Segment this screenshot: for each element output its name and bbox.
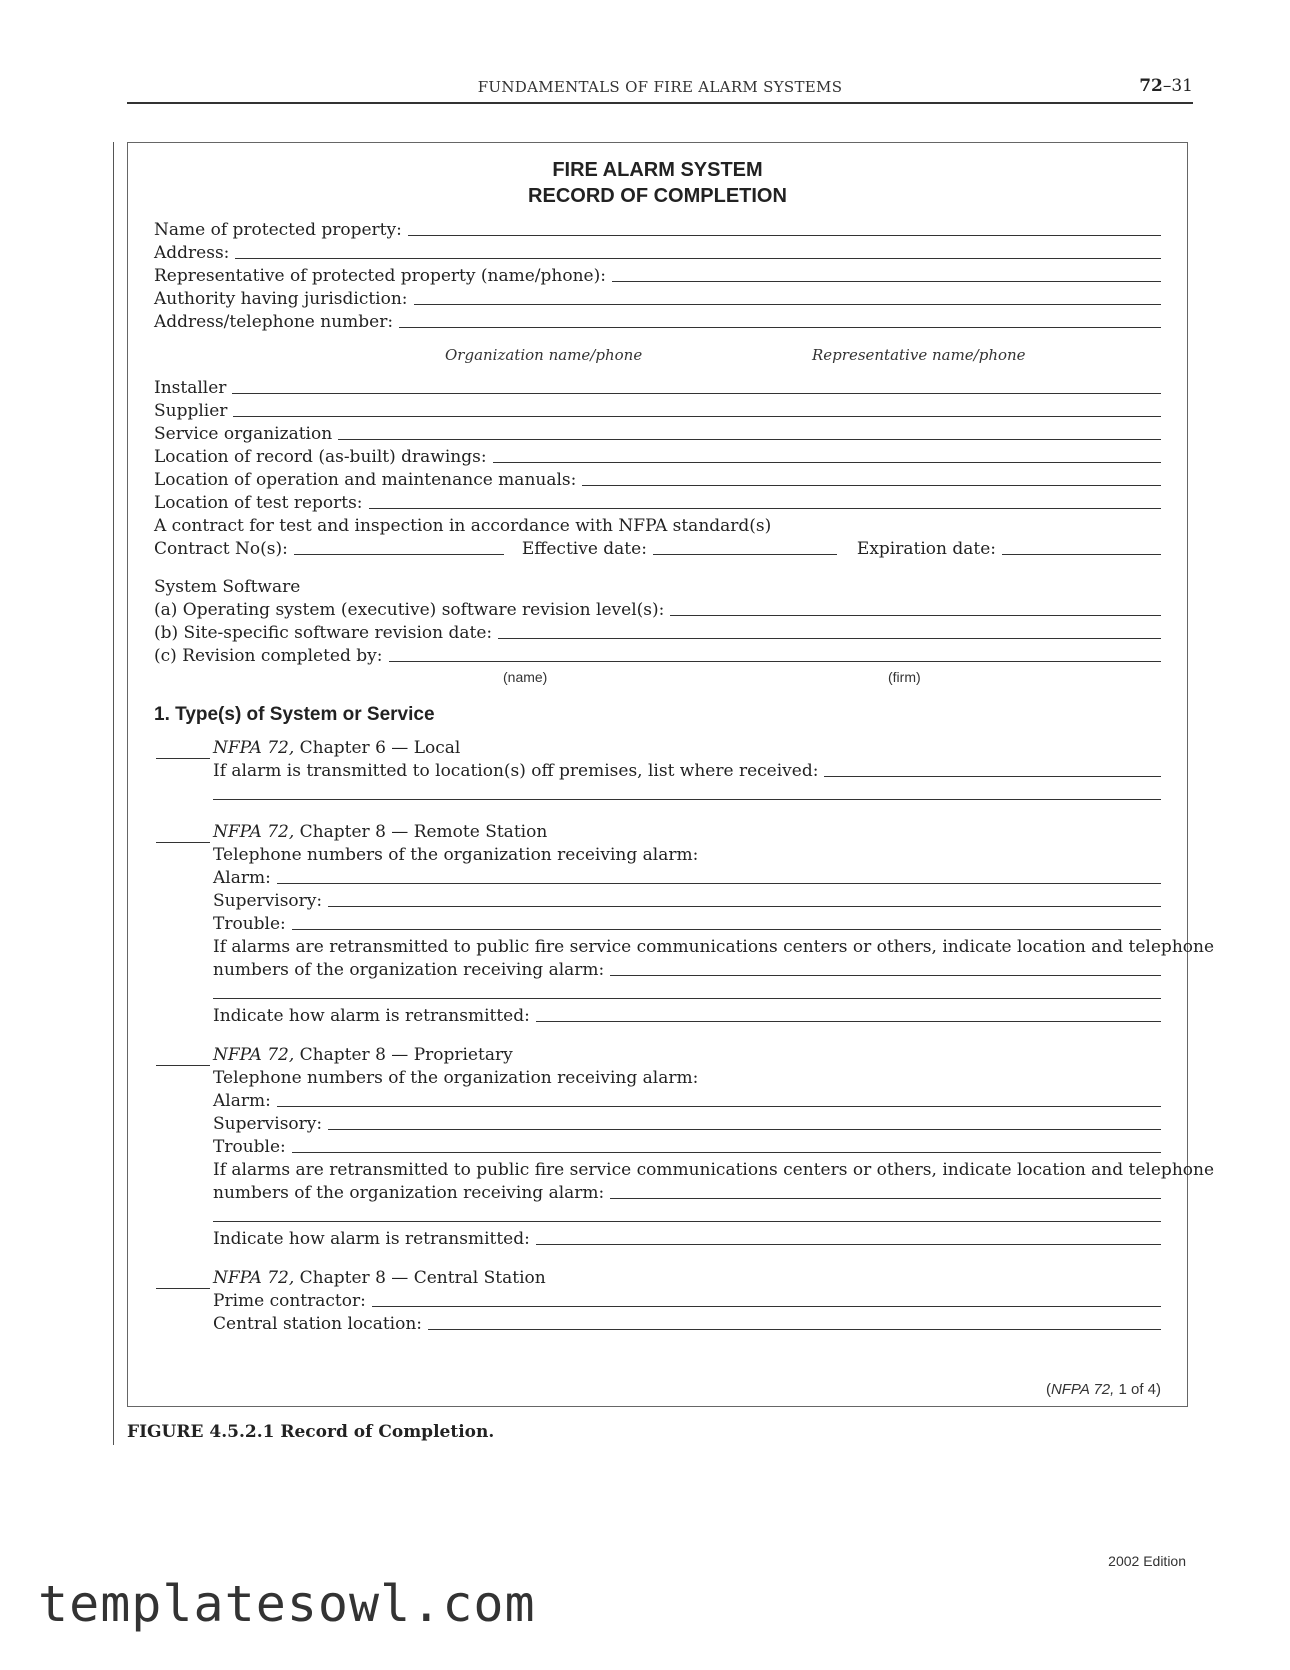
- fill-line[interactable]: [408, 234, 1161, 236]
- field-revision-completed: [154, 643, 1161, 666]
- remote-heading: [213, 819, 1161, 842]
- contract-no-label: Contract No(s):: [154, 539, 288, 559]
- chapter-label: Chapter 8 — Central Station: [294, 1268, 546, 1288]
- field-label: Location of record (as-built) drawings:: [154, 447, 487, 467]
- fill-line[interactable]: [536, 1243, 1161, 1245]
- page-prefix: 72: [1139, 76, 1163, 96]
- nfpa-ref: NFPA 72,: [213, 1268, 295, 1288]
- section-1-title: 1. Type(s) of System or Service: [154, 704, 435, 725]
- fill-line[interactable]: [498, 637, 1161, 639]
- field-prime-contractor: [213, 1288, 1161, 1311]
- page-number-value: –31: [1162, 76, 1193, 96]
- proprietary-retrans-text: [213, 1157, 1215, 1180]
- field-supplier: [154, 398, 1161, 421]
- field-proprietary-retrans: [213, 1180, 1161, 1203]
- field-label: Supervisory:: [213, 891, 323, 911]
- fill-line[interactable]: [612, 280, 1161, 282]
- contract-no-line[interactable]: [294, 553, 504, 555]
- running-head: [127, 78, 1193, 104]
- sub-name-label: (name): [503, 669, 548, 685]
- footer-rest: 1 of 4): [1114, 1381, 1161, 1398]
- field-proprietary-how: [213, 1226, 1161, 1249]
- field-label: Name of protected property:: [154, 220, 402, 240]
- field-central-location: [213, 1311, 1161, 1334]
- checkbox-line-central[interactable]: [156, 1287, 210, 1289]
- field-ahj: [154, 286, 1161, 309]
- field-label: Location of test reports:: [154, 493, 363, 513]
- fill-line[interactable]: [277, 1105, 1161, 1107]
- field-remote-how: [213, 1003, 1161, 1026]
- field-label: Address:: [154, 243, 230, 263]
- field-address-telephone: [154, 309, 1161, 332]
- fill-line[interactable]: [292, 928, 1161, 930]
- field-label: Telephone numbers of the organization receiving alarm:: [213, 1068, 699, 1088]
- field-label: numbers of the organization receiving alarm:: [213, 1183, 605, 1203]
- chapter-label: Chapter 8 — Remote Station: [294, 822, 548, 842]
- expiration-date-label: Expiration date:: [856, 539, 996, 559]
- chapter-label: Chapter 8 — Proprietary: [294, 1045, 513, 1065]
- fill-line[interactable]: [328, 1128, 1161, 1130]
- field-offsite-locations: [213, 758, 1161, 781]
- field-label: Prime contractor:: [213, 1291, 366, 1311]
- form-page-indicator: [1046, 1381, 1161, 1398]
- field-label: (a) Operating system (executive) software revision level(s):: [154, 600, 665, 620]
- page-number: [1139, 76, 1193, 96]
- contract-label: A contract for test and inspection in accordance with NFPA standard(s): [154, 516, 772, 536]
- field-proprietary-trouble: [213, 1134, 1161, 1157]
- field-label: numbers of the organization receiving alarm:: [213, 960, 605, 980]
- software-head: [154, 574, 1161, 597]
- remote-phones: [213, 842, 1161, 865]
- field-installer: [154, 375, 1161, 398]
- field-test-reports: [154, 490, 1161, 513]
- fill-line[interactable]: [428, 1328, 1161, 1330]
- checkbox-line-local[interactable]: [156, 757, 210, 759]
- proprietary-phones: [213, 1065, 1161, 1088]
- field-proprietary-retrans-continued: [213, 1203, 1161, 1226]
- field-remote-alarm: [213, 865, 1161, 888]
- sub-firm-label: (firm): [888, 669, 921, 685]
- field-label: Telephone numbers of the organization receiving alarm:: [213, 845, 699, 865]
- field-site-software: [154, 620, 1161, 643]
- fill-line[interactable]: [414, 303, 1161, 305]
- fill-line[interactable]: [235, 257, 1161, 259]
- figure-caption: FIGURE 4.5.2.1 Record of Completion.: [127, 1422, 495, 1442]
- field-remote-trouble: [213, 911, 1161, 934]
- form-title-line2: RECORD OF COMPLETION: [528, 185, 787, 207]
- nfpa-ref: NFPA 72,: [213, 1045, 295, 1065]
- paren-open: (: [1045, 1381, 1051, 1398]
- field-label: Service organization: [154, 424, 333, 444]
- field-offsite-continued: [213, 781, 1161, 804]
- fill-line[interactable]: [213, 798, 1161, 800]
- field-label: Alarm:: [213, 1091, 271, 1111]
- field-remote-retrans-continued: [213, 980, 1161, 1003]
- fill-line[interactable]: [213, 1220, 1161, 1222]
- field-proprietary-alarm: [213, 1088, 1161, 1111]
- field-proprietary-supervisory: [213, 1111, 1161, 1134]
- field-label: If alarm is transmitted to location(s) off premises, list where received:: [213, 761, 819, 781]
- field-label: Representative of protected property (name/phone):: [154, 266, 606, 286]
- field-label: Indicate how alarm is retransmitted:: [213, 1229, 530, 1249]
- fill-line[interactable]: [536, 1020, 1161, 1022]
- fill-line[interactable]: [277, 882, 1161, 884]
- field-address: [154, 240, 1161, 263]
- fill-line[interactable]: [232, 392, 1161, 394]
- contract-text: [154, 513, 1161, 536]
- fill-line[interactable]: [233, 415, 1161, 417]
- fill-line[interactable]: [610, 974, 1161, 976]
- edition-label: 2002 Edition: [1108, 1553, 1186, 1569]
- effective-date-label: Effective date:: [521, 539, 647, 559]
- field-label: Indicate how alarm is retransmitted:: [213, 1006, 530, 1026]
- software-head-label: System Software: [154, 577, 301, 597]
- fill-line[interactable]: [824, 775, 1161, 777]
- remote-retrans-text: [213, 934, 1215, 957]
- field-label: If alarms are retransmitted to public fire service communications centers or others, indicate location and telephone: [213, 937, 1215, 957]
- fill-line[interactable]: [369, 507, 1161, 509]
- fill-line[interactable]: [328, 905, 1161, 907]
- fill-line[interactable]: [493, 461, 1161, 463]
- field-remote-supervisory: [213, 888, 1161, 911]
- field-label: Central station location:: [213, 1314, 423, 1334]
- contract-row: [154, 536, 1161, 559]
- fill-line[interactable]: [670, 614, 1161, 616]
- field-representative: [154, 263, 1161, 286]
- column-head-representative: Representative name/phone: [812, 346, 1026, 364]
- field-label: Location of operation and maintenance manuals:: [154, 470, 577, 490]
- proprietary-heading: [213, 1042, 1161, 1065]
- checkbox-line-proprietary[interactable]: [156, 1064, 210, 1066]
- field-label: Trouble:: [213, 1137, 286, 1157]
- form-title: [128, 157, 1187, 209]
- column-head-organization: Organization name/phone: [445, 346, 643, 364]
- field-service-organization: [154, 421, 1161, 444]
- central-heading: [213, 1265, 1161, 1288]
- footer-nfpa: NFPA 72,: [1050, 1381, 1115, 1398]
- field-label: If alarms are retransmitted to public fire service communications centers or others, indicate location and telephone: [213, 1160, 1215, 1180]
- local-heading: [213, 735, 1161, 758]
- field-record-drawings: [154, 444, 1161, 467]
- field-label: Supplier: [154, 401, 228, 421]
- chapter-label: Chapter 6 — Local: [294, 738, 461, 758]
- field-label: Trouble:: [213, 914, 286, 934]
- form-box: [127, 142, 1215, 1407]
- fill-line[interactable]: [389, 660, 1162, 662]
- checkbox-line-remote[interactable]: [156, 841, 210, 843]
- fill-line[interactable]: [610, 1197, 1161, 1199]
- field-remote-retrans: [213, 957, 1161, 980]
- fill-line[interactable]: [372, 1305, 1161, 1307]
- field-label: (c) Revision completed by:: [154, 646, 383, 666]
- effective-date-line[interactable]: [653, 553, 837, 555]
- fill-line[interactable]: [399, 326, 1161, 328]
- watermark: templatesowl.com: [38, 1575, 536, 1633]
- field-label: (b) Site-specific software revision date:: [154, 623, 493, 643]
- form-title-line1: FIRE ALARM SYSTEM: [552, 159, 763, 181]
- fill-line[interactable]: [338, 438, 1161, 440]
- fill-line[interactable]: [582, 484, 1161, 486]
- fill-line[interactable]: [213, 997, 1161, 999]
- nfpa-ref: NFPA 72,: [213, 822, 295, 842]
- field-label: Installer: [154, 378, 227, 398]
- change-bar: [113, 142, 114, 1445]
- field-label: Supervisory:: [213, 1114, 323, 1134]
- expiration-date-line[interactable]: [1002, 553, 1161, 555]
- field-operating-system: [154, 597, 1161, 620]
- running-head-title: FUNDAMENTALS OF FIRE ALARM SYSTEMS: [477, 78, 843, 96]
- field-label: Address/telephone number:: [154, 312, 394, 332]
- field-property-name: [154, 217, 1161, 240]
- fill-line[interactable]: [292, 1151, 1161, 1153]
- field-label: Alarm:: [213, 868, 271, 888]
- field-label: Authority having jurisdiction:: [154, 289, 408, 309]
- nfpa-ref: NFPA 72,: [213, 738, 295, 758]
- field-manuals: [154, 467, 1161, 490]
